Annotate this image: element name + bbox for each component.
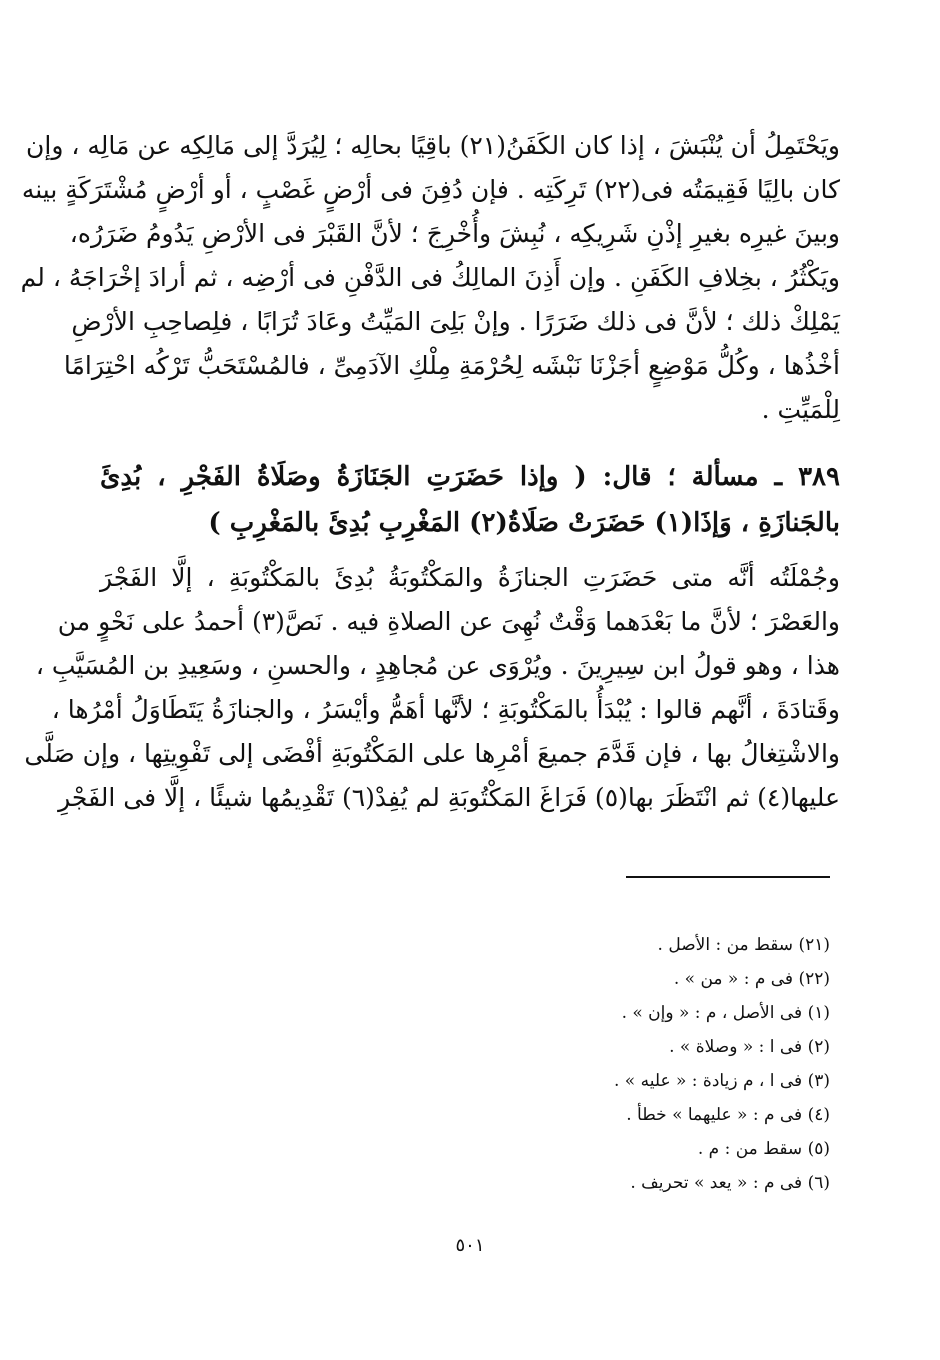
paragraph-commentary (24, 556, 840, 820)
footnote-item: (٥) سقط من : م . (697, 1139, 830, 1159)
text-line: والعَصْرَ ؛ لأنَّ ما بَعْدَهما وَقْتٌ نُهِىَ عن الصلاةِ فيه . نَصَّ(٣) أحمدُ على نَحْوٍ من (57, 607, 840, 636)
footnote-item: (٤) فى م : « عليهما » خطأ . (626, 1105, 830, 1125)
text-line: ويَحْتَمِلُ أن يُنْبَشَ ، إذا كان الكَفَنُ(٢١) باقِيًا بحالِه ؛ لِيُرَدَّ إلى مَالِكِه عن مَالِه ، وإن (26, 131, 840, 160)
page-number: ٥٠١ (455, 1235, 485, 1256)
text-line: ويَكْثُرُ ، بخِلافِ الكَفَنِ . وإن أَذِنَ المالِكُ فى الدَّفْنِ فى أرْضِه ، ثم أرادَ إخْرَاجَهُ ، لم (20, 263, 840, 292)
footnote-separator (626, 876, 830, 878)
text-line: وجُمْلَتُه أنَّه متى حَضَرَتِ الجنازَةُ والمَكْتُوبَةُ بُدِئَ بالمَكْتُوبَةِ ، إلَّا الفَجْرَ (100, 563, 840, 592)
text-line: أخْذُها ، وكُلُّ مَوْضِعٍ أجَزْنَا نَبْشَه لِحُرْمَةِ مِلْكِ الآدَمِىِّ ، فالمُسْتَحَبُّ تَرْكُه احْتِرَامًا (63, 351, 840, 380)
text-line: لِلْمَيِّتِ . (761, 395, 840, 424)
paragraph-continuation (20, 124, 840, 432)
footnote-item: (٢) فى ا : « وصلاة » . (669, 1037, 830, 1057)
text-line: وبينَ غيرِه بغيرِ إذْنِ شَرِيكِه ، نُبِشَ وأُخْرِجَ ؛ لأنَّ القَبْرَ فى الأرْضِ يَدُومُ ضَرَرُه، (69, 219, 840, 248)
footnote-item: (٦) فى م : « يعد » تحريف . (630, 1173, 830, 1193)
text-line: هذا ، وهو قولُ ابن سِيرِينَ . ويُرْوَى عن مُجاهِدٍ ، والحسنِ ، وسَعِيدِ بن المُسَيَّبِ ، (35, 651, 840, 680)
text-line: والاشْتِغالُ بها ، فإن قَدَّمَ جميعَ أمْرِها على المَكْتُوبَةِ أفْضَى إلى تَفْوِيتِها ، وإن صَلَّى (24, 739, 840, 768)
footnote-item: (٢٢) فى م : « من » . (673, 969, 830, 989)
heading-line: ٣٨٩ ـ مسألة ؛ قال: ( وإذا حَضَرَتِ الجَنَازَةُ وصَلَاةُ الفَجْرِ ، بُدِئَ (100, 462, 840, 492)
footnote-item: (٢١) سقط من : الأصل . (657, 935, 830, 955)
footnote-item: (١) فى الأصل ، م : « وإن » . (621, 1003, 830, 1023)
text-line: وقَتادَةَ ، أنَّهم قالوا : يُبْدَأُ بالمَكْتُوبَةِ ؛ لأنَّها أهَمُّ وأيْسَرُ ، والجنازَةُ يَتَطَاوَلُ أمْرُها ، (51, 695, 840, 724)
issue-heading (100, 454, 840, 546)
text-line: عليها(٤) ثم انْتَظَرَ بها(٥) فَرَاغَ المَكْتُوبَةِ لم يُفِدْ(٦) تَقْدِيمُها شيئًا ، إلَّا فى الفَجْرِ (58, 783, 840, 812)
text-line: يَمْلِكْ ذلك ؛ لأنَّ فى ذلك ضَرَرًا . وإنْ بَلِىَ المَيِّتُ وعَادَ تُرَابًا ، فلِصاحِبِ الأرْضِ (71, 307, 840, 336)
text-line: كان بالِيًا فَقِيمَتُه فى(٢٢) تَرِكَتِه . فإن دُفِنَ فى أرْضٍ غَصْبٍ ، أو أرْضٍ مُشْتَرَكَةٍ بينه (21, 175, 840, 204)
footnotes (430, 928, 830, 1200)
heading-line: بالجَنازَةِ ، وَإذَا(١) حَضَرَتْ صَلَاةُ(٢) المَغْرِبِ بُدِئَ بالمَغْرِبِ ) (208, 508, 840, 538)
footnote-item: (٣) فى ا ، م زيادة : « عليه » . (613, 1071, 830, 1091)
